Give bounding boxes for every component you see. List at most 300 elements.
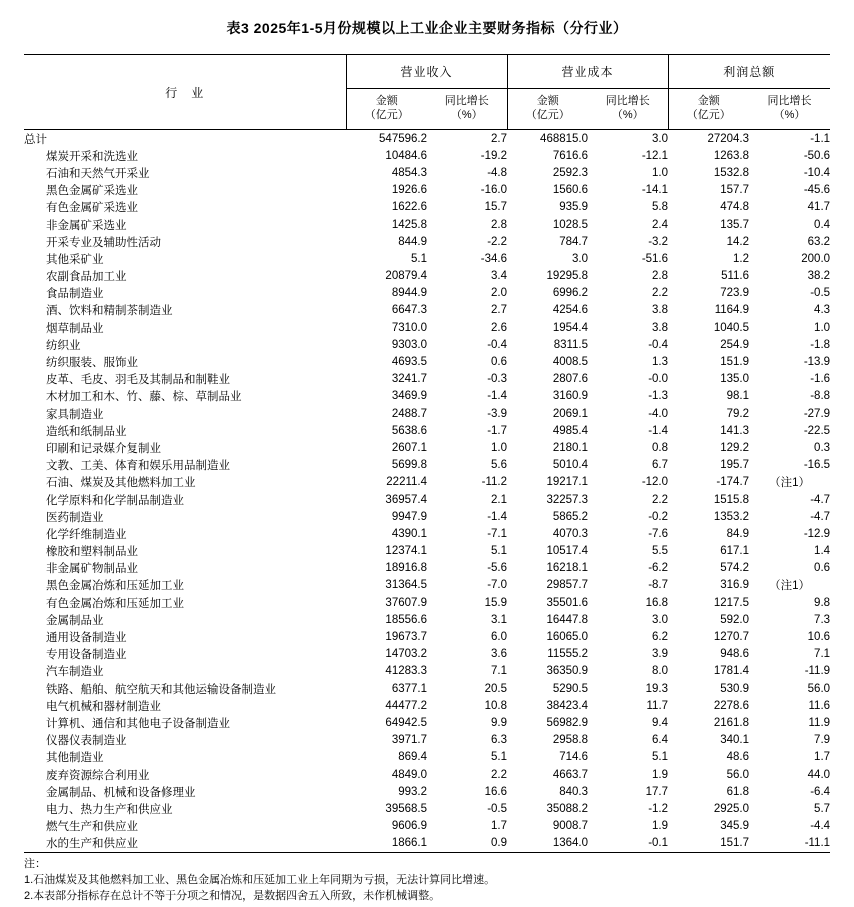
revenue-amount-cell: 2607.1 bbox=[391, 441, 427, 454]
revenue-amount-cell: 8944.9 bbox=[391, 287, 427, 300]
sub-line-1: 同比增长 bbox=[444, 95, 489, 108]
revenue-growth-cell: 20.5 bbox=[484, 682, 508, 695]
profit-amount-cell: 61.8 bbox=[726, 785, 750, 798]
cost-growth-cell: 6.7 bbox=[652, 459, 669, 472]
column-header-revenue-amount bbox=[346, 89, 427, 130]
profit-growth-cell: -11.1 bbox=[749, 835, 830, 853]
revenue-amount-cell: 18916.8 bbox=[385, 562, 427, 575]
page-title: 表3 2025年1-5月份规模以上工业企业主要财务指标（分行业） bbox=[226, 20, 628, 36]
revenue-amount-cell: 9303.0 bbox=[391, 338, 427, 351]
cost-amount-cell: 5010.4 bbox=[552, 459, 589, 472]
industry-name-cell: 食品制造业 bbox=[46, 288, 104, 301]
revenue-amount-cell: 2488.7 bbox=[391, 407, 427, 420]
cost-amount-cell: 19217.1 bbox=[546, 476, 589, 489]
revenue-growth-cell: -0.3 bbox=[487, 373, 508, 386]
cost-amount-cell: 35501.6 bbox=[546, 596, 589, 609]
table-row bbox=[24, 697, 830, 714]
table-row bbox=[24, 388, 830, 405]
industry-name-cell: 黑色金属冶炼和压延加工业 bbox=[46, 580, 184, 593]
table-row bbox=[24, 800, 830, 817]
revenue-amount-cell: 9947.9 bbox=[391, 510, 427, 523]
profit-growth-cell: 1.4 bbox=[814, 545, 831, 558]
profit-growth-cell: 5.7 bbox=[814, 802, 831, 815]
cost-growth-cell: -6.2 bbox=[648, 562, 669, 575]
revenue-amount-cell: 4849.0 bbox=[391, 768, 427, 781]
sub-line-2: （%） bbox=[611, 109, 644, 121]
table-row bbox=[24, 646, 830, 663]
revenue-growth-cell: 6.3 bbox=[491, 734, 508, 747]
profit-amount-cell: 1781.4 bbox=[713, 665, 750, 678]
industry-name-cell: 通用设备制造业 bbox=[46, 632, 127, 645]
table-row bbox=[24, 611, 830, 628]
profit-growth-cell: -0.5 bbox=[810, 287, 831, 300]
profit-amount-cell: 27204.3 bbox=[707, 132, 750, 145]
revenue-growth-cell: 5.6 bbox=[491, 459, 508, 472]
profit-growth-cell: 7.3 bbox=[814, 613, 831, 626]
note-line: 2.本表部分指标存在总计不等于分项之和情况，是数据四舍五入所致，未作机械调整。 bbox=[24, 889, 441, 902]
cost-growth-cell: -0.4 bbox=[648, 338, 669, 351]
profit-growth-cell: （注1） bbox=[769, 580, 810, 593]
cost-growth-cell: 6.2 bbox=[652, 631, 669, 644]
revenue-amount-cell: 1425.8 bbox=[391, 218, 427, 231]
sub-line-2: （亿元） bbox=[364, 109, 409, 121]
table-row bbox=[24, 371, 830, 388]
cost-amount-cell: 10517.4 bbox=[546, 545, 589, 558]
column-header-profit-growth bbox=[749, 89, 830, 130]
profit-growth-cell: 4.3 bbox=[814, 304, 831, 317]
revenue-amount-cell: 6647.3 bbox=[391, 304, 427, 317]
revenue-growth-cell: 7.1 bbox=[491, 665, 508, 678]
revenue-growth-cell: 16.6 bbox=[484, 785, 508, 798]
column-header-cost-amount bbox=[507, 89, 588, 130]
profit-growth-cell: （注1） bbox=[769, 477, 810, 490]
sub-line-2: （亿元） bbox=[525, 109, 570, 121]
profit-growth-cell: -6.4 bbox=[810, 785, 831, 798]
cost-growth-cell: -4.0 bbox=[648, 407, 669, 420]
revenue-growth-cell: 5.1 bbox=[491, 751, 508, 764]
cost-growth-cell: -12.0 bbox=[641, 476, 669, 489]
industry-name-cell: 废弃资源综合利用业 bbox=[46, 769, 150, 782]
cost-amount-cell: 4985.4 bbox=[552, 424, 589, 437]
industry-name-cell: 专用设备制造业 bbox=[46, 649, 127, 662]
industry-name-cell: 石油、煤炭及其他燃料加工业 bbox=[46, 477, 196, 490]
cost-amount-cell: 19295.8 bbox=[546, 270, 589, 283]
revenue-growth-cell: -0.4 bbox=[487, 338, 508, 351]
cost-amount-cell: 9008.7 bbox=[552, 820, 589, 833]
profit-amount-cell: 79.2 bbox=[726, 407, 750, 420]
table-row bbox=[24, 680, 830, 697]
industry-name-cell: 仪器仪表制造业 bbox=[46, 735, 127, 748]
revenue-growth-cell: -5.6 bbox=[487, 562, 508, 575]
revenue-amount-cell: 39568.5 bbox=[385, 802, 427, 815]
revenue-growth-cell: -19.2 bbox=[480, 149, 508, 162]
note-line: 1.石油煤炭及其他燃料加工业、黑色金属冶炼和压延加工业上年同期为亏损，无法计算同比增速。 bbox=[24, 873, 496, 886]
table-row bbox=[24, 130, 830, 148]
profit-growth-cell: -1.1 bbox=[810, 132, 831, 145]
cost-amount-cell: 11555.2 bbox=[547, 648, 589, 661]
cost-growth-cell: -8.7 bbox=[648, 579, 669, 592]
profit-amount-cell: 84.9 bbox=[726, 527, 750, 540]
revenue-growth-cell: 2.7 bbox=[491, 132, 508, 145]
profit-growth-cell: 11.6 bbox=[808, 699, 831, 712]
cost-growth-cell: 1.9 bbox=[652, 768, 669, 781]
cost-growth-cell: 1.0 bbox=[652, 166, 669, 179]
industry-name-cell: 黑色金属矿采选业 bbox=[46, 185, 138, 198]
revenue-amount-cell: 3971.7 bbox=[391, 734, 427, 747]
industry-name-cell: 其他制造业 bbox=[46, 752, 104, 765]
profit-growth-cell: -13.9 bbox=[803, 356, 831, 369]
revenue-growth-cell: 15.7 bbox=[484, 201, 508, 214]
industry-name-cell: 纺织业 bbox=[46, 339, 81, 352]
profit-amount-cell: 1263.8 bbox=[713, 149, 750, 162]
profit-growth-cell: -45.6 bbox=[803, 184, 831, 197]
cost-amount-cell: 2807.6 bbox=[552, 373, 589, 386]
sub-line-1: 同比增长 bbox=[767, 95, 812, 108]
revenue-amount-cell: 22211.4 bbox=[386, 476, 427, 489]
sub-line-2: （%） bbox=[773, 109, 806, 121]
cost-growth-cell: 2.2 bbox=[652, 287, 669, 300]
cost-amount-cell: 16218.1 bbox=[546, 562, 589, 575]
cost-amount-cell: 2069.1 bbox=[552, 407, 589, 420]
revenue-growth-cell: 3.6 bbox=[491, 648, 508, 661]
industry-name-cell: 金属制品业 bbox=[46, 614, 104, 627]
revenue-amount-cell: 41283.3 bbox=[385, 665, 427, 678]
table-row bbox=[24, 216, 830, 233]
table-row bbox=[24, 285, 830, 302]
table-group-header-row bbox=[24, 55, 830, 89]
table-row bbox=[24, 594, 830, 611]
cost-growth-cell: 3.0 bbox=[652, 132, 669, 145]
profit-amount-cell: 530.9 bbox=[720, 682, 750, 695]
profit-amount-cell: 141.3 bbox=[720, 424, 750, 437]
sub-line-2: （%） bbox=[450, 109, 483, 121]
profit-amount-cell: 2925.0 bbox=[713, 802, 750, 815]
industry-name-cell: 燃气生产和供应业 bbox=[46, 821, 138, 834]
revenue-amount-cell: 5638.6 bbox=[391, 424, 427, 437]
industry-name-cell: 印刷和记录媒介复制业 bbox=[46, 442, 161, 455]
profit-amount-cell: 254.9 bbox=[720, 338, 750, 351]
revenue-growth-cell: 2.8 bbox=[491, 218, 508, 231]
revenue-amount-cell: 9606.9 bbox=[391, 820, 427, 833]
industry-name-cell: 农副食品加工业 bbox=[46, 271, 127, 284]
revenue-amount-cell: 18556.6 bbox=[385, 613, 427, 626]
sub-line-1: 金额 bbox=[536, 95, 559, 108]
cost-amount-cell: 784.7 bbox=[559, 235, 589, 248]
profit-growth-cell: -8.8 bbox=[810, 390, 831, 403]
industry-name-cell: 造纸和纸制品业 bbox=[46, 425, 127, 438]
cost-amount-cell: 3.0 bbox=[572, 252, 589, 265]
cost-amount-cell: 840.3 bbox=[559, 785, 589, 798]
revenue-growth-cell: 1.7 bbox=[491, 820, 508, 833]
table-row bbox=[24, 835, 830, 853]
cost-amount-cell: 2958.8 bbox=[552, 734, 589, 747]
revenue-amount-cell: 4390.1 bbox=[391, 527, 427, 540]
column-header-industry: 行 业 bbox=[24, 55, 346, 130]
profit-amount-cell: 574.2 bbox=[720, 562, 750, 575]
revenue-growth-cell: -7.1 bbox=[487, 527, 508, 540]
profit-amount-cell: 135.7 bbox=[720, 218, 750, 231]
cost-growth-cell: 8.0 bbox=[652, 665, 669, 678]
revenue-growth-cell: -11.2 bbox=[481, 476, 508, 489]
cost-amount-cell: 5290.5 bbox=[552, 682, 589, 695]
table-row bbox=[24, 525, 830, 542]
profit-growth-cell: -1.6 bbox=[810, 373, 831, 386]
profit-amount-cell: 1270.7 bbox=[713, 631, 750, 644]
revenue-growth-cell: -1.4 bbox=[487, 390, 508, 403]
profit-growth-cell: 1.7 bbox=[814, 751, 831, 764]
cost-amount-cell: 56982.9 bbox=[546, 716, 589, 729]
revenue-amount-cell: 19673.7 bbox=[385, 631, 427, 644]
table-row bbox=[24, 663, 830, 680]
table-row bbox=[24, 508, 830, 525]
column-header-revenue-growth bbox=[427, 89, 507, 130]
cost-growth-cell: 17.7 bbox=[645, 785, 669, 798]
profit-growth-cell: 1.0 bbox=[814, 321, 831, 334]
profit-growth-cell: -4.7 bbox=[810, 510, 831, 523]
table-row bbox=[24, 766, 830, 783]
revenue-growth-cell: 9.9 bbox=[491, 716, 508, 729]
profit-growth-cell: 38.2 bbox=[807, 270, 831, 283]
cost-growth-cell: 5.5 bbox=[652, 545, 669, 558]
table-row bbox=[24, 319, 830, 336]
cost-amount-cell: 935.9 bbox=[559, 201, 589, 214]
profit-amount-cell: 592.0 bbox=[720, 613, 750, 626]
table-row bbox=[24, 543, 830, 560]
profit-amount-cell: 511.6 bbox=[721, 270, 750, 283]
profit-growth-cell: 10.6 bbox=[807, 631, 831, 644]
cost-growth-cell: 0.8 bbox=[652, 441, 669, 454]
table-row bbox=[24, 164, 830, 181]
cost-growth-cell: 11.7 bbox=[646, 699, 669, 712]
profit-amount-cell: 129.2 bbox=[720, 441, 750, 454]
column-group-cost: 营业成本 bbox=[507, 55, 668, 89]
revenue-amount-cell: 37607.9 bbox=[385, 596, 427, 609]
profit-amount-cell: 345.9 bbox=[720, 820, 750, 833]
note-line: 注： bbox=[24, 857, 46, 870]
profit-growth-cell: 44.0 bbox=[807, 768, 831, 781]
table-row bbox=[24, 422, 830, 439]
revenue-amount-cell: 44477.2 bbox=[385, 699, 427, 712]
cost-growth-cell: 5.1 bbox=[652, 751, 669, 764]
industry-name-cell: 有色金属冶炼和压延加工业 bbox=[46, 597, 184, 610]
profit-growth-cell: 200.0 bbox=[801, 252, 831, 265]
industry-name-cell: 其他采矿业 bbox=[46, 253, 104, 266]
table-row bbox=[24, 268, 830, 285]
table-row bbox=[24, 577, 830, 594]
table-row bbox=[24, 457, 830, 474]
table-row bbox=[24, 353, 830, 370]
column-group-revenue: 营业收入 bbox=[346, 55, 507, 89]
revenue-growth-cell: -7.0 bbox=[487, 579, 508, 592]
industry-name-cell: 木材加工和木、竹、藤、棕、草制品业 bbox=[46, 391, 242, 404]
profit-amount-cell: 617.1 bbox=[720, 545, 750, 558]
industry-name-cell: 电气机械和器材制造业 bbox=[46, 700, 161, 713]
profit-amount-cell: 948.6 bbox=[720, 648, 750, 661]
profit-growth-cell: -16.5 bbox=[803, 459, 831, 472]
revenue-growth-cell: 2.1 bbox=[491, 493, 508, 506]
revenue-amount-cell: 7310.0 bbox=[391, 321, 427, 334]
cost-growth-cell: -3.2 bbox=[648, 235, 669, 248]
cost-growth-cell: 1.9 bbox=[652, 820, 669, 833]
revenue-growth-cell: 3.1 bbox=[491, 613, 508, 626]
cost-amount-cell: 16447.8 bbox=[546, 613, 589, 626]
table-row bbox=[24, 474, 830, 491]
profit-amount-cell: 1532.8 bbox=[713, 166, 750, 179]
revenue-growth-cell: -4.8 bbox=[487, 166, 508, 179]
revenue-growth-cell: 3.4 bbox=[491, 270, 508, 283]
revenue-amount-cell: 993.2 bbox=[398, 785, 427, 798]
table-row bbox=[24, 628, 830, 645]
industry-name-cell: 化学纤维制造业 bbox=[46, 528, 127, 541]
profit-amount-cell: 1353.2 bbox=[713, 510, 750, 523]
revenue-growth-cell: -1.4 bbox=[487, 510, 508, 523]
table-row bbox=[24, 302, 830, 319]
industry-name-cell: 水的生产和供应业 bbox=[24, 835, 346, 853]
profit-amount-cell: 316.9 bbox=[720, 579, 750, 592]
revenue-growth-cell: 6.0 bbox=[491, 631, 508, 644]
revenue-growth-cell: 1.0 bbox=[491, 441, 508, 454]
table-row bbox=[24, 491, 830, 508]
cost-growth-cell: 3.0 bbox=[652, 613, 669, 626]
industry-name-cell: 金属制品、机械和设备修理业 bbox=[46, 786, 196, 799]
profit-amount-cell: 723.9 bbox=[720, 287, 750, 300]
revenue-growth-cell: -1.7 bbox=[487, 424, 508, 437]
revenue-growth-cell: 0.6 bbox=[491, 356, 508, 369]
revenue-growth-cell: -34.6 bbox=[480, 252, 508, 265]
profit-amount-cell: 1040.5 bbox=[713, 321, 750, 334]
cost-growth-cell: -1.2 bbox=[648, 802, 669, 815]
cost-growth-cell: 3.9 bbox=[652, 648, 669, 661]
industry-name-cell: 铁路、船舶、航空航天和其他运输设备制造业 bbox=[46, 683, 276, 696]
cost-growth-cell: 9.4 bbox=[652, 716, 669, 729]
profit-growth-cell: 7.9 bbox=[814, 734, 831, 747]
revenue-amount-cell: 1866.1 bbox=[346, 835, 427, 853]
revenue-amount-cell: 12374.1 bbox=[385, 545, 427, 558]
table-row bbox=[24, 749, 830, 766]
profit-growth-cell: -4.7 bbox=[810, 493, 831, 506]
sub-line-2: （亿元） bbox=[686, 109, 731, 121]
cost-growth-cell: 1.3 bbox=[652, 356, 669, 369]
revenue-amount-cell: 64942.5 bbox=[385, 716, 427, 729]
table-row bbox=[24, 233, 830, 250]
profit-amount-cell: 56.0 bbox=[726, 768, 750, 781]
table-container bbox=[0, 54, 854, 853]
revenue-growth-cell: 10.8 bbox=[484, 699, 508, 712]
profit-amount-cell: 157.7 bbox=[720, 184, 750, 197]
profit-amount-cell: 1217.5 bbox=[713, 596, 750, 609]
cost-amount-cell: 2180.1 bbox=[552, 441, 589, 454]
table-body bbox=[24, 130, 830, 853]
cost-amount-cell: 1560.6 bbox=[552, 184, 589, 197]
cost-growth-cell: -12.1 bbox=[641, 149, 669, 162]
profit-growth-cell: 0.6 bbox=[814, 562, 831, 575]
revenue-amount-cell: 4693.5 bbox=[391, 356, 427, 369]
financial-indicators-table bbox=[24, 54, 830, 853]
profit-growth-cell: -50.6 bbox=[803, 149, 831, 162]
revenue-amount-cell: 3241.7 bbox=[391, 373, 427, 386]
profit-growth-cell: 56.0 bbox=[807, 682, 831, 695]
revenue-growth-cell: -3.9 bbox=[487, 407, 508, 420]
cost-growth-cell: 2.8 bbox=[652, 270, 669, 283]
table-row bbox=[24, 560, 830, 577]
profit-amount-cell: 48.6 bbox=[726, 751, 750, 764]
profit-amount-cell: 2278.6 bbox=[713, 699, 750, 712]
cost-amount-cell: 4663.7 bbox=[552, 768, 589, 781]
industry-name-cell: 橡胶和塑料制品业 bbox=[46, 546, 138, 559]
revenue-growth-cell: 2.2 bbox=[491, 768, 508, 781]
revenue-amount-cell: 14703.2 bbox=[385, 648, 427, 661]
cost-amount-cell: 6996.2 bbox=[552, 287, 589, 300]
cost-amount-cell: 36350.9 bbox=[546, 665, 589, 678]
cost-growth-cell: -1.3 bbox=[648, 390, 669, 403]
revenue-amount-cell: 5699.8 bbox=[391, 459, 427, 472]
profit-amount-cell: 2161.8 bbox=[713, 716, 750, 729]
industry-name-cell: 开采专业及辅助性活动 bbox=[46, 236, 161, 249]
industry-name-cell: 纺织服装、服饰业 bbox=[46, 357, 138, 370]
revenue-growth-cell: 2.7 bbox=[491, 304, 508, 317]
revenue-growth-cell: 2.0 bbox=[491, 287, 508, 300]
cost-growth-cell: -0.2 bbox=[648, 510, 669, 523]
cost-amount-cell: 29857.7 bbox=[546, 579, 589, 592]
profit-amount-cell: 1164.9 bbox=[714, 304, 750, 317]
cost-amount-cell: 1954.4 bbox=[552, 321, 589, 334]
cost-amount-cell: 38423.4 bbox=[546, 699, 589, 712]
profit-growth-cell: -11.9 bbox=[804, 665, 831, 678]
table-row bbox=[24, 439, 830, 456]
industry-name-cell: 烟草制品业 bbox=[46, 322, 104, 335]
table-row bbox=[24, 147, 830, 164]
industry-name-cell: 煤炭开采和洗选业 bbox=[46, 150, 138, 163]
revenue-amount-cell: 1926.6 bbox=[391, 184, 427, 197]
industry-name-cell: 计算机、通信和其他电子设备制造业 bbox=[46, 717, 230, 730]
cost-growth-cell: -1.4 bbox=[648, 424, 669, 437]
industry-name-cell: 非金属矿采选业 bbox=[46, 219, 127, 232]
revenue-growth-cell: 5.1 bbox=[491, 545, 508, 558]
industry-name-cell: 非金属矿物制品业 bbox=[46, 563, 138, 576]
cost-growth-cell: -0.0 bbox=[648, 373, 669, 386]
industry-name-cell: 石油和天然气开采业 bbox=[46, 167, 150, 180]
table-notes bbox=[0, 853, 854, 905]
industry-name-cell: 汽车制造业 bbox=[46, 666, 104, 679]
profit-amount-cell: 195.7 bbox=[720, 459, 750, 472]
cost-amount-cell: 16065.0 bbox=[546, 631, 589, 644]
cost-amount-cell: 32257.3 bbox=[546, 493, 589, 506]
revenue-amount-cell: 844.9 bbox=[398, 235, 427, 248]
profit-amount-cell: 1.2 bbox=[733, 252, 750, 265]
profit-amount-cell: 151.7 bbox=[668, 835, 749, 853]
cost-growth-cell: -51.6 bbox=[641, 252, 669, 265]
revenue-amount-cell: 10484.6 bbox=[385, 149, 427, 162]
cost-growth-cell: -7.6 bbox=[648, 527, 669, 540]
profit-growth-cell: -22.5 bbox=[803, 424, 831, 437]
cost-amount-cell: 7616.6 bbox=[552, 149, 589, 162]
cost-amount-cell: 3160.9 bbox=[552, 390, 589, 403]
table-row bbox=[24, 182, 830, 199]
table-row bbox=[24, 250, 830, 267]
cost-growth-cell: 2.4 bbox=[652, 218, 669, 231]
profit-amount-cell: 474.8 bbox=[720, 201, 750, 214]
industry-name-cell: 皮革、毛皮、羽毛及其制品和制鞋业 bbox=[46, 374, 230, 387]
cost-growth-cell: 19.3 bbox=[645, 682, 669, 695]
column-header-profit-amount bbox=[668, 89, 749, 130]
cost-growth-cell: 3.8 bbox=[652, 321, 669, 334]
profit-growth-cell: 41.7 bbox=[807, 201, 831, 214]
cost-amount-cell: 714.6 bbox=[559, 751, 589, 764]
table-row bbox=[24, 405, 830, 422]
industry-name-cell: 医药制造业 bbox=[46, 511, 104, 524]
revenue-growth-cell: -2.2 bbox=[487, 235, 508, 248]
profit-growth-cell: -27.9 bbox=[803, 407, 831, 420]
